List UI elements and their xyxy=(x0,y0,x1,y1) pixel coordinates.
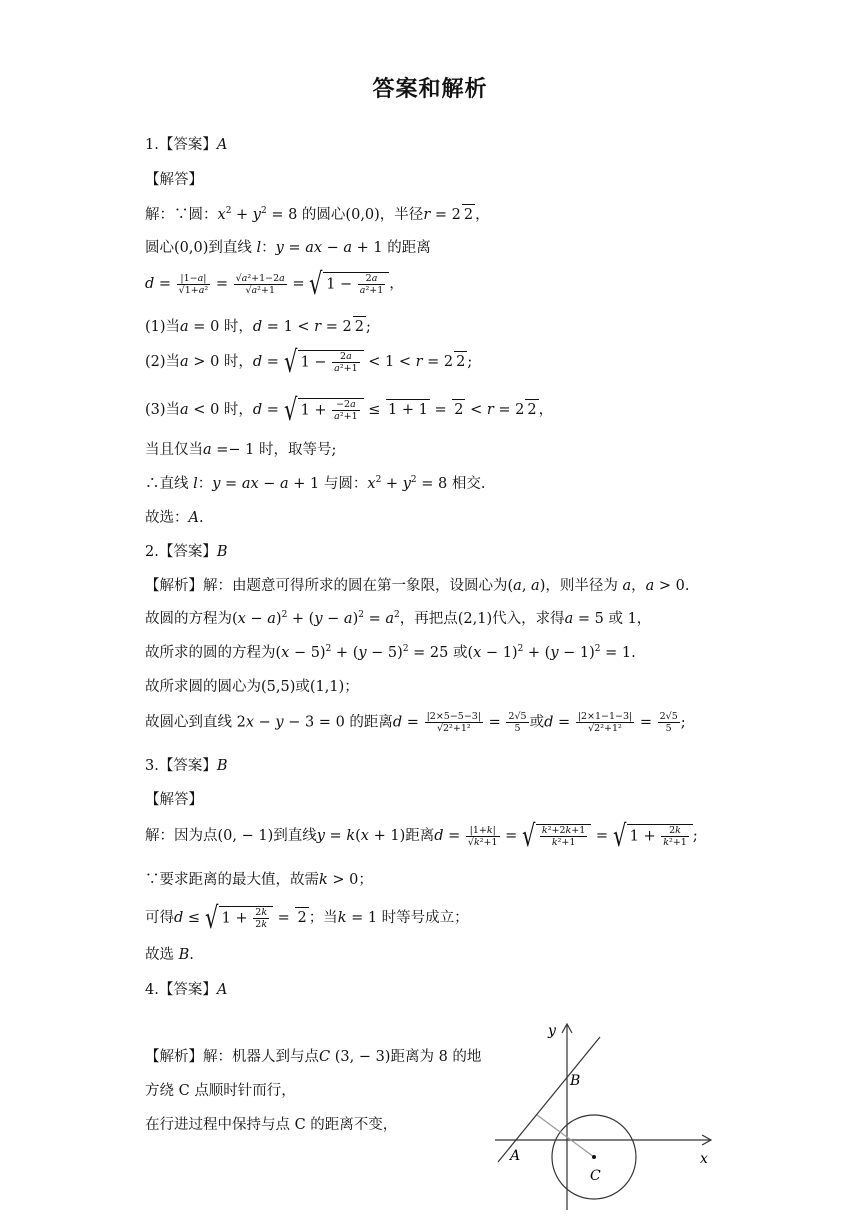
q1-section-label: 【解答】 xyxy=(145,172,203,188)
q3-line-4: 故选 B. xyxy=(145,947,194,963)
page-title: 答案和解析 xyxy=(372,77,488,102)
q3-line-2: ∵要求距离的最大值，故需k > 0； xyxy=(145,872,373,888)
q4-line-2: 方绕 C 点顺时针而行， xyxy=(145,1083,296,1099)
q1-line-4: (1)当a = 0 时，d = 1 < r = 2 2 ; xyxy=(145,316,371,337)
q1-line-9: 故选：A. xyxy=(145,510,204,526)
q2-line-4: 故所求圆的圆心为(5,5)或(1,1)； xyxy=(145,679,359,695)
line-l xyxy=(498,1037,600,1162)
point-a-label: A xyxy=(510,1148,521,1164)
q4-line-3: 在行进过程中保持与点 C 的距离不变， xyxy=(145,1117,398,1133)
q4-line-1: 【解析】解：机器人到与点C (3, − 3)距离为 8 的地 xyxy=(145,1049,482,1065)
q1-line-2: 圆心(0,0)到直线 l：y = ax − a + 1 的距离 xyxy=(145,240,431,256)
y-axis-label: y xyxy=(548,1023,556,1039)
q1-line-5: (2)当a > 0 时，d = √ 1 − $\frac{2a}{\text{a²+1}}$ < 1 < r = 2 2 ; xyxy=(145,345,473,380)
q1-line-6: (3)当a < 0 时，d = √ 1 + $\frac{-2a}{\text{a²+1}}$ ≤ 1 + 1 = 2 < r = 2 2 ， xyxy=(145,393,554,428)
q2-line-2: 故圆的方程为$(x - a)^2 + (y - a)^2 = a^2$，再把点(2,1)代入，求得a = 5 或 1， xyxy=(145,610,652,627)
q1-line-7: 当且仅当a =− 1 时，取等号; xyxy=(145,442,337,458)
q1-line-1: 解：∵圆：$x^2 + y^2 = 8$ 的圆心(0,0)，半径r = 2 2 ， xyxy=(145,204,490,225)
q2-line-1: 【解析】解：由题意可得所求的圆在第一象限，设圆心为(a, a)，则半径为 a，a > 0. xyxy=(145,578,690,594)
q4-answer-header: 4.【答案】A xyxy=(145,982,228,998)
point-b-label: B xyxy=(570,1073,581,1089)
x-axis-label: x xyxy=(700,1151,708,1167)
geometry-figure xyxy=(490,1015,730,1215)
point-c-label: C xyxy=(590,1168,601,1184)
q1-answer-header: 1.【答案】A xyxy=(145,137,228,153)
q3-line-1: 解：因为点(0, − 1)到直线y = k(x + 1)距离d = $\frac{|1+k|}{\text{√k²+1}}$ = √ $\frac{\text{k²+2k+1}}{\text{k²+1}}$ = √ 1 + $\frac{2k}{\text{k²+1}}$ ; xyxy=(145,819,698,854)
q3-line-3: 可得d ≤ √ 1 + $\frac{2k}{2k}$ = 2 ；当k = 1 时等号成立； xyxy=(145,901,469,936)
q2-line-3: 故所求的圆的方程为$(x - 5)^2 + (y - 5)^2 = 25$ 或$(x - 1)^2 + (y - 1)^2 = 1$. xyxy=(145,644,636,661)
distance-segment xyxy=(537,1115,594,1157)
q2-answer-header: 2.【答案】B xyxy=(145,544,228,560)
q1-line-3: d = $\frac{|1-a|}{\text{√1+a²}}$ = $\frac{\text{√a²+1−2a}}{\text{√a²+1}}$ = √ 1 − $\frac{2a}{\text{a²+1}}$ ， xyxy=(145,267,404,302)
q1-line-8: ∴直线 l：y = ax − a + 1 与圆：$x^2 + y^2 = 8$ 相交. xyxy=(145,475,486,492)
q3-answer-header: 3.【答案】B xyxy=(145,758,228,774)
q3-section-label: 【解答】 xyxy=(145,792,203,808)
q2-line-5: 故圆心到直线 2x − y − 3 = 0 的距离d = $\frac{|2\times 5-5-3|}{\text{√2²+1²}}$ = $\frac{2√5}{5}$ 或d = $\frac{|2\times 1-1-3|}{\text{√2²+1²}}$ = $\frac{2√5}{5}$ ; xyxy=(145,711,686,734)
point-c xyxy=(592,1155,596,1159)
